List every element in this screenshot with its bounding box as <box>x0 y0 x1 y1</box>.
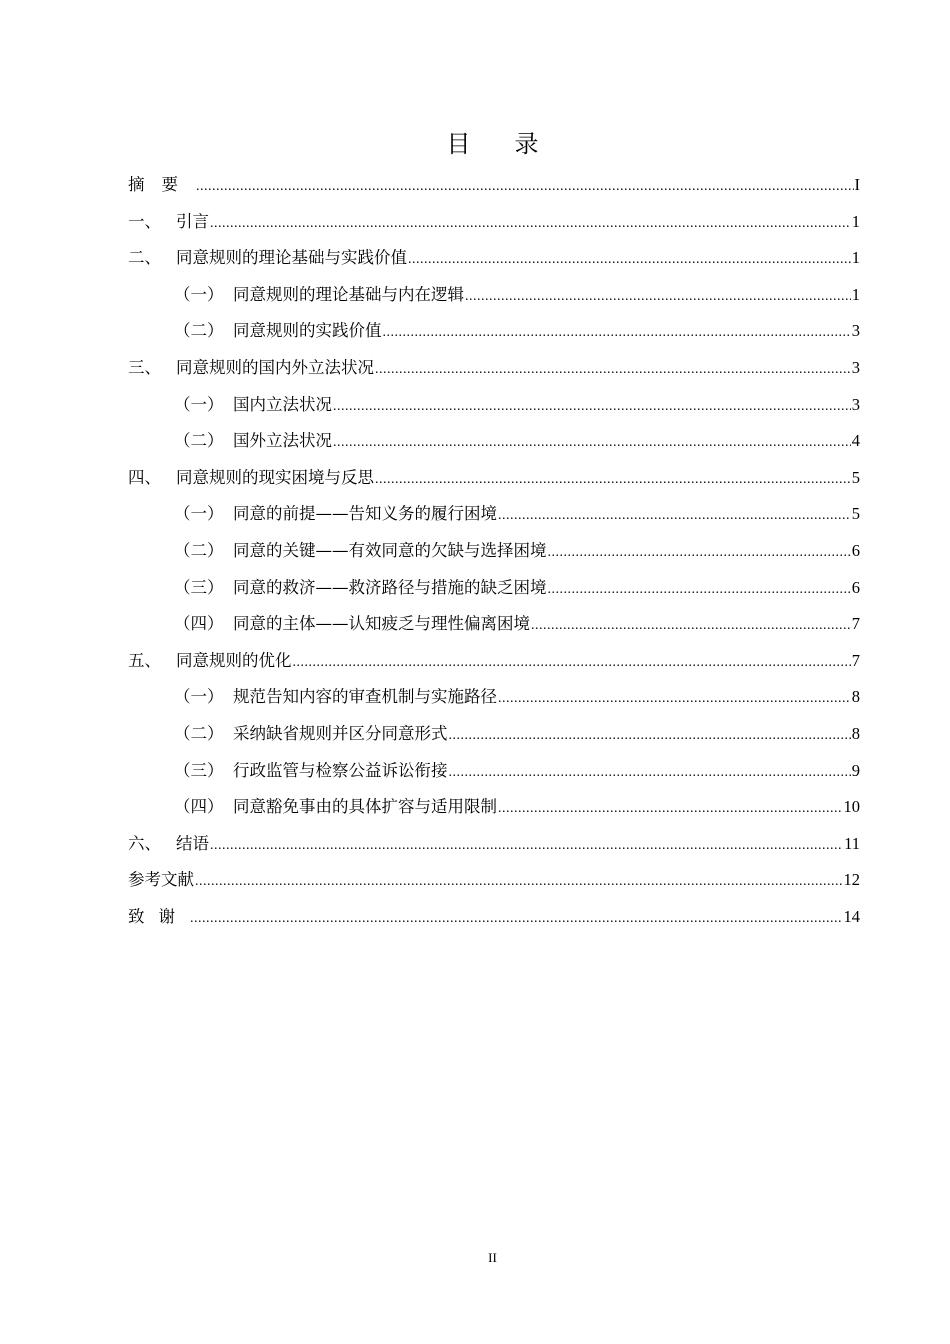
toc-entry-page: 5 <box>851 504 860 524</box>
toc-entry-number: （三） <box>174 760 224 780</box>
toc-entry-number: 一、 <box>128 211 161 231</box>
toc-entry-label: 同意规则的实践价值 <box>233 321 382 341</box>
toc-entry-label: 同意的前提——告知义务的履行困境 <box>233 504 497 524</box>
toc-entry-page: 7 <box>851 614 860 634</box>
toc-dot-leader <box>293 645 851 682</box>
toc-entry-number: （二） <box>174 321 224 341</box>
toc-entry-label: 同意的救济——救济路径与措施的缺乏困境 <box>233 577 547 597</box>
toc-entry[interactable] <box>128 460 860 497</box>
toc-entry-label: 同意规则的理论基础与内在逻辑 <box>233 284 464 304</box>
toc-entry[interactable] <box>128 826 860 863</box>
toc-entry-page: 3 <box>851 357 860 377</box>
toc-entry-page: 11 <box>844 833 860 853</box>
toc-dot-leader <box>375 462 851 499</box>
toc-entry-page: 3 <box>851 394 860 414</box>
toc-entry-page: 9 <box>851 760 860 780</box>
toc-dot-leader <box>498 791 843 828</box>
toc-entry-page: 6 <box>851 540 860 560</box>
toc-dot-leader <box>498 681 851 718</box>
toc-entry-number: （四） <box>174 614 224 634</box>
toc-entry[interactable] <box>128 240 860 277</box>
toc-entry-number: 五、 <box>128 650 161 670</box>
toc-entry-number: （一） <box>174 687 224 707</box>
toc-entry-label: 同意豁免事由的具体扩容与适用限制 <box>233 797 497 817</box>
toc-entry-label: 同意规则的现实困境与反思 <box>176 467 374 487</box>
toc-dot-leader <box>195 864 843 901</box>
toc-entry-label: 引言 <box>176 211 209 231</box>
toc-entry-label: 同意的主体——认知疲乏与理性偏离困境 <box>233 614 530 634</box>
toc-entry[interactable] <box>128 643 860 680</box>
toc-entry-number: 三、 <box>128 357 161 377</box>
toc-dot-leader <box>449 718 851 755</box>
toc-entry-number: （一） <box>174 504 224 524</box>
toc-entry-number: （二） <box>174 540 224 560</box>
toc-dot-leader <box>333 425 851 462</box>
toc-entry[interactable] <box>128 753 860 790</box>
toc-title <box>0 127 950 161</box>
toc-entry-page: I <box>854 175 860 194</box>
toc-entry-number: 二、 <box>128 248 161 268</box>
toc-entry-page: 10 <box>843 797 860 817</box>
toc-entry-number: （二） <box>174 431 224 451</box>
toc-entry[interactable] <box>128 899 860 936</box>
toc-entry[interactable] <box>128 533 860 570</box>
toc-entry-page: 6 <box>851 577 860 597</box>
toc-entry[interactable] <box>128 862 860 899</box>
toc-dot-leader <box>465 279 851 316</box>
toc-entry[interactable] <box>128 606 860 643</box>
toc-entry-number: （二） <box>174 723 224 743</box>
toc-dot-leader <box>375 352 851 389</box>
toc-entry-label: 国内立法状况 <box>233 394 332 414</box>
toc-entry-page: 3 <box>851 321 860 341</box>
toc-entry-label: 国外立法状况 <box>233 431 332 451</box>
toc-dot-leader <box>449 755 851 792</box>
toc-entry[interactable] <box>128 789 860 826</box>
toc-entry-number: （一） <box>174 394 224 414</box>
toc-entry-label: 采纳缺省规则并区分同意形式 <box>233 723 448 743</box>
toc-entry-label: 结语 <box>176 833 209 853</box>
toc-entry[interactable] <box>128 387 860 424</box>
toc-entry-page: 12 <box>843 870 860 890</box>
toc-entry[interactable] <box>128 679 860 716</box>
toc-entry-label: 致谢 <box>128 906 189 926</box>
toc-entry-label: 参考文献 <box>128 870 194 890</box>
toc-entry-label: 同意的关键——有效同意的欠缺与选择困境 <box>233 540 547 560</box>
toc-entry-page: 14 <box>843 906 860 926</box>
toc-dot-leader <box>210 206 851 243</box>
toc-entry[interactable] <box>128 313 860 350</box>
toc-dot-leader <box>196 169 854 206</box>
toc-entry-label: 同意规则的理论基础与实践价值 <box>176 248 407 268</box>
toc-dot-leader <box>531 608 851 645</box>
toc-dot-leader <box>498 498 851 535</box>
toc-dot-leader <box>548 535 851 572</box>
toc-entry-page: 8 <box>851 723 860 743</box>
toc-entry-page: 1 <box>851 211 860 231</box>
toc-entry-number: （三） <box>174 577 224 597</box>
toc-dot-leader <box>210 828 843 865</box>
toc-entry[interactable] <box>128 167 860 204</box>
toc-entry-page: 5 <box>851 467 860 487</box>
toc-entry-label: 同意规则的国内外立法状况 <box>176 357 374 377</box>
toc-entry-label: 行政监管与检察公益诉讼衔接 <box>233 760 448 780</box>
toc-entry-page: 1 <box>851 248 860 268</box>
toc-entry-number: 四、 <box>128 467 161 487</box>
toc-dot-leader <box>548 572 851 609</box>
toc-entry-number: （一） <box>174 284 224 304</box>
toc-title-part-1: 目 <box>446 130 471 158</box>
toc-entry[interactable] <box>128 277 860 314</box>
toc-dot-leader <box>333 389 851 426</box>
toc-title-part-2: 录 <box>514 130 539 158</box>
toc-entry[interactable] <box>128 204 860 241</box>
toc-entry[interactable] <box>128 423 860 460</box>
footer-page-number: II <box>488 1250 497 1265</box>
toc-entry-page: 1 <box>851 284 860 304</box>
toc-entry-label: 规范告知内容的审查机制与实施路径 <box>233 687 497 707</box>
toc-entry-page: 4 <box>851 431 860 451</box>
toc-entry-page: 7 <box>851 650 860 670</box>
toc-dot-leader <box>408 242 851 279</box>
toc-entry-label: 摘要 <box>128 175 195 194</box>
toc-entry[interactable] <box>128 350 860 387</box>
toc-entry-number: 六、 <box>128 833 161 853</box>
toc-entry[interactable] <box>128 570 860 607</box>
toc-entry-page: 8 <box>851 687 860 707</box>
toc-entry[interactable] <box>128 496 860 533</box>
toc-entry-label: 同意规则的优化 <box>176 650 292 670</box>
toc-entry[interactable] <box>128 716 860 753</box>
table-of-contents <box>128 167 860 935</box>
toc-dot-leader <box>383 315 851 352</box>
toc-dot-leader <box>190 901 843 938</box>
toc-entry-number: （四） <box>174 797 224 817</box>
